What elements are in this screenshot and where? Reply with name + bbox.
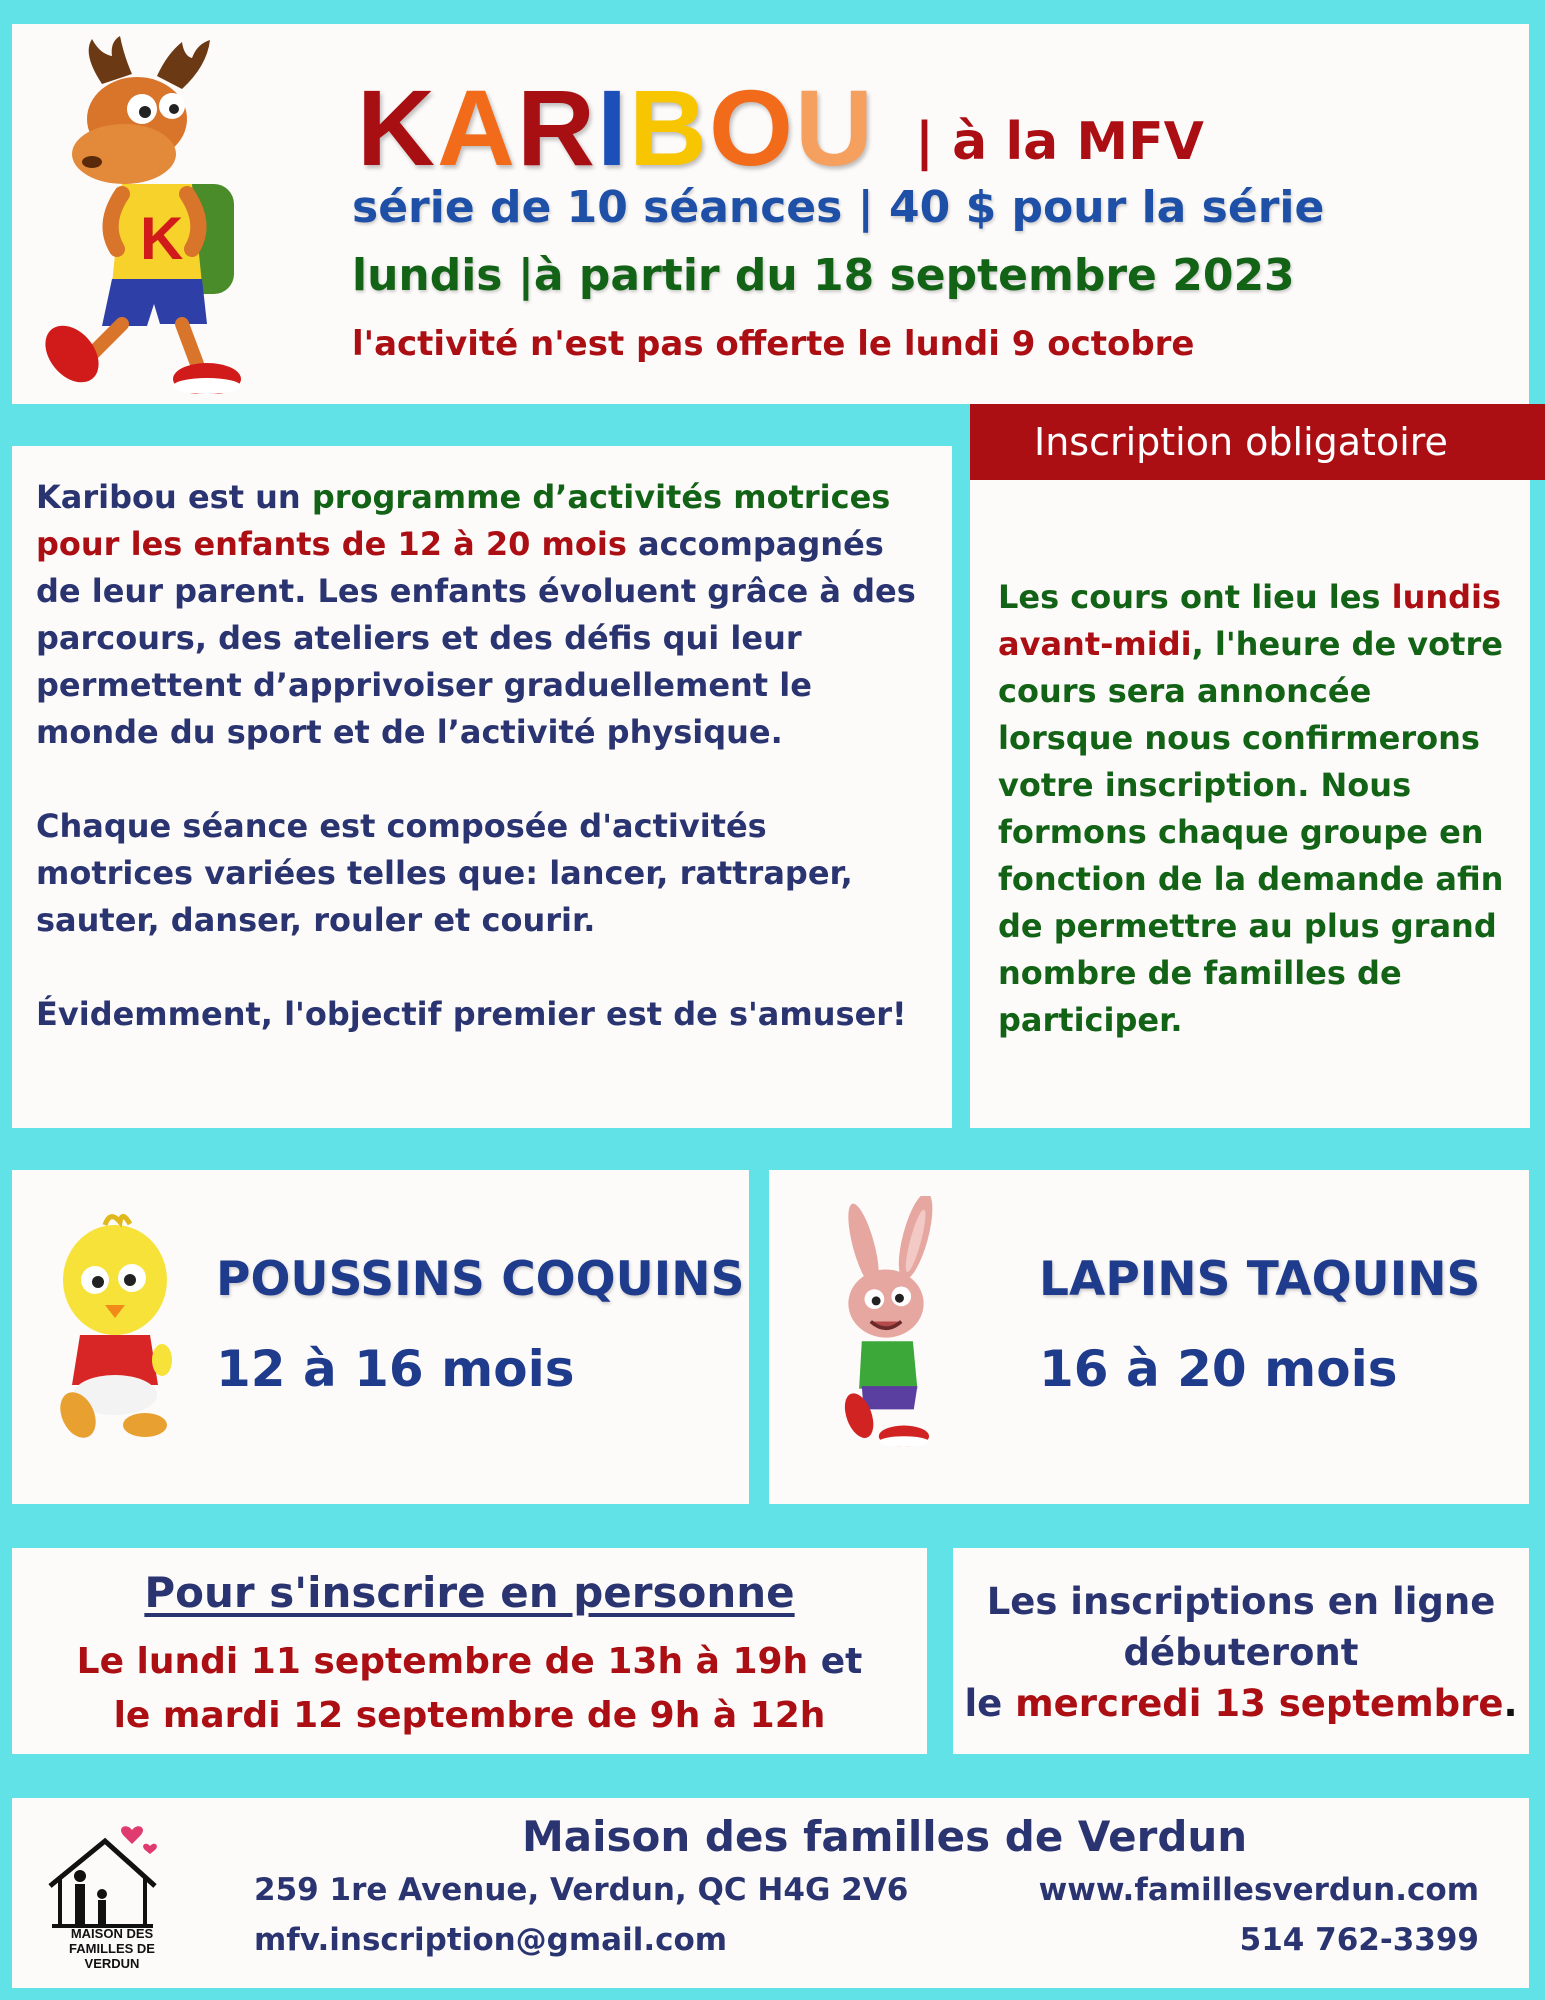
registration-online-panel: [953, 1548, 1529, 1754]
group-age: 16 à 20 mois: [1039, 1340, 1398, 1398]
inscription-panel: [970, 442, 1530, 1128]
title-letter-o-5: O: [709, 67, 796, 188]
moose-mascot-icon: [32, 34, 262, 394]
online-start-date: mercredi 13 septembre: [1015, 1682, 1504, 1725]
not-offered-notice: l'activité n'est pas offerte le lundi 9 octobre: [352, 324, 1195, 364]
mfv-subtitle: | à la MFV: [915, 112, 1204, 172]
header-panel: [12, 24, 1529, 404]
description-paragraph-1: [36, 474, 928, 756]
phone-number[interactable]: 514 762-3399: [1239, 1922, 1479, 1958]
description-panel: [12, 446, 952, 1128]
email-link[interactable]: mfv.inscription@gmail.com: [254, 1922, 728, 1958]
title-letter-u-6: U: [795, 67, 876, 188]
registration-date-2: le mardi 12 septembre de 9h à 12h: [113, 1695, 826, 1736]
inscription-text: [998, 574, 1510, 1044]
description-paragraph-2: Chaque séance est composée d'activités motrices variées telles que: lancer, rattraper, sauter, danser, rouler et courir.: [36, 807, 853, 939]
schedule-start: lundis |à partir du 18 septembre 2023: [352, 250, 1295, 301]
online-line-3-prefix: le: [964, 1682, 1016, 1725]
group-card-poussins: [12, 1170, 749, 1504]
group-name: POUSSINS COQUINS: [216, 1252, 745, 1307]
karibou-title: [357, 67, 876, 188]
online-line-1: Les inscriptions en ligne: [986, 1580, 1496, 1623]
desc-text-program: programme d’activités motrices: [311, 478, 891, 516]
bunny-icon: [821, 1196, 951, 1456]
title-letter-a-1: A: [437, 67, 517, 188]
description-paragraph-3: Évidemment, l'objectif premier est de s'amuser!: [36, 995, 907, 1033]
series-info: série de 10 séances | 40 $ pour la série: [352, 182, 1325, 233]
website-link[interactable]: www.famillesverdun.com: [1038, 1872, 1479, 1908]
chick-icon: [50, 1210, 180, 1470]
registration-date-1: [12, 1635, 927, 1689]
desc-text-details: accompagnés de leur parent. Les enfants évoluent grâce à des parcours, des ateliers et des défis qui leur permettent d’apprivoiser graduellement le monde du sport et de l’activité physique.: [36, 525, 916, 751]
desc-text-age-range: pour les enfants de 12 à 20 mois: [36, 525, 627, 563]
online-line-3: [953, 1678, 1529, 1729]
organization-name: Maison des familles de Verdun: [522, 1812, 1248, 1861]
insc-text-time: lundis avant-midi: [998, 578, 1502, 663]
address: 259 1re Avenue, Verdun, QC H4G 2V6: [254, 1872, 909, 1908]
registration-date-1-tail: et: [808, 1641, 863, 1682]
title-letter-r-2: R: [517, 67, 597, 188]
title-row: [357, 62, 1204, 188]
insc-text-intro: Les cours ont lieu les: [998, 578, 1392, 616]
group-age: 12 à 16 mois: [216, 1340, 575, 1398]
group-name: LAPINS TAQUINS: [1039, 1252, 1481, 1307]
online-line-3-suffix: .: [1503, 1682, 1518, 1725]
inscription-banner: Inscription obligatoire: [970, 404, 1545, 480]
title-letter-k-0: K: [357, 67, 437, 188]
registration-title: Pour s'inscrire en personne: [144, 1568, 795, 1617]
registration-in-person-panel: [12, 1548, 927, 1754]
title-letter-i-3: I: [597, 67, 630, 188]
title-letter-b-4: B: [629, 67, 710, 188]
logo-text: MAISON DES FAMILLES DE VERDUN: [69, 1926, 155, 1971]
svg-text:K: K: [140, 205, 184, 272]
insc-text-details: , l'heure de votre cours sera annoncée lorsque nous confirmerons votre inscription. Nous formons chaque groupe en fonction de la demande afin de permettre au plus grand nombre de familles de participer.: [998, 625, 1504, 1039]
online-line-2: débuteront: [1123, 1631, 1359, 1674]
footer-panel: [12, 1798, 1529, 1988]
group-card-lapins: [769, 1170, 1529, 1504]
desc-text-intro: Karibou est un: [36, 478, 312, 516]
registration-date-1-text: Le lundi 11 septembre de 13h à 19h: [76, 1641, 809, 1682]
